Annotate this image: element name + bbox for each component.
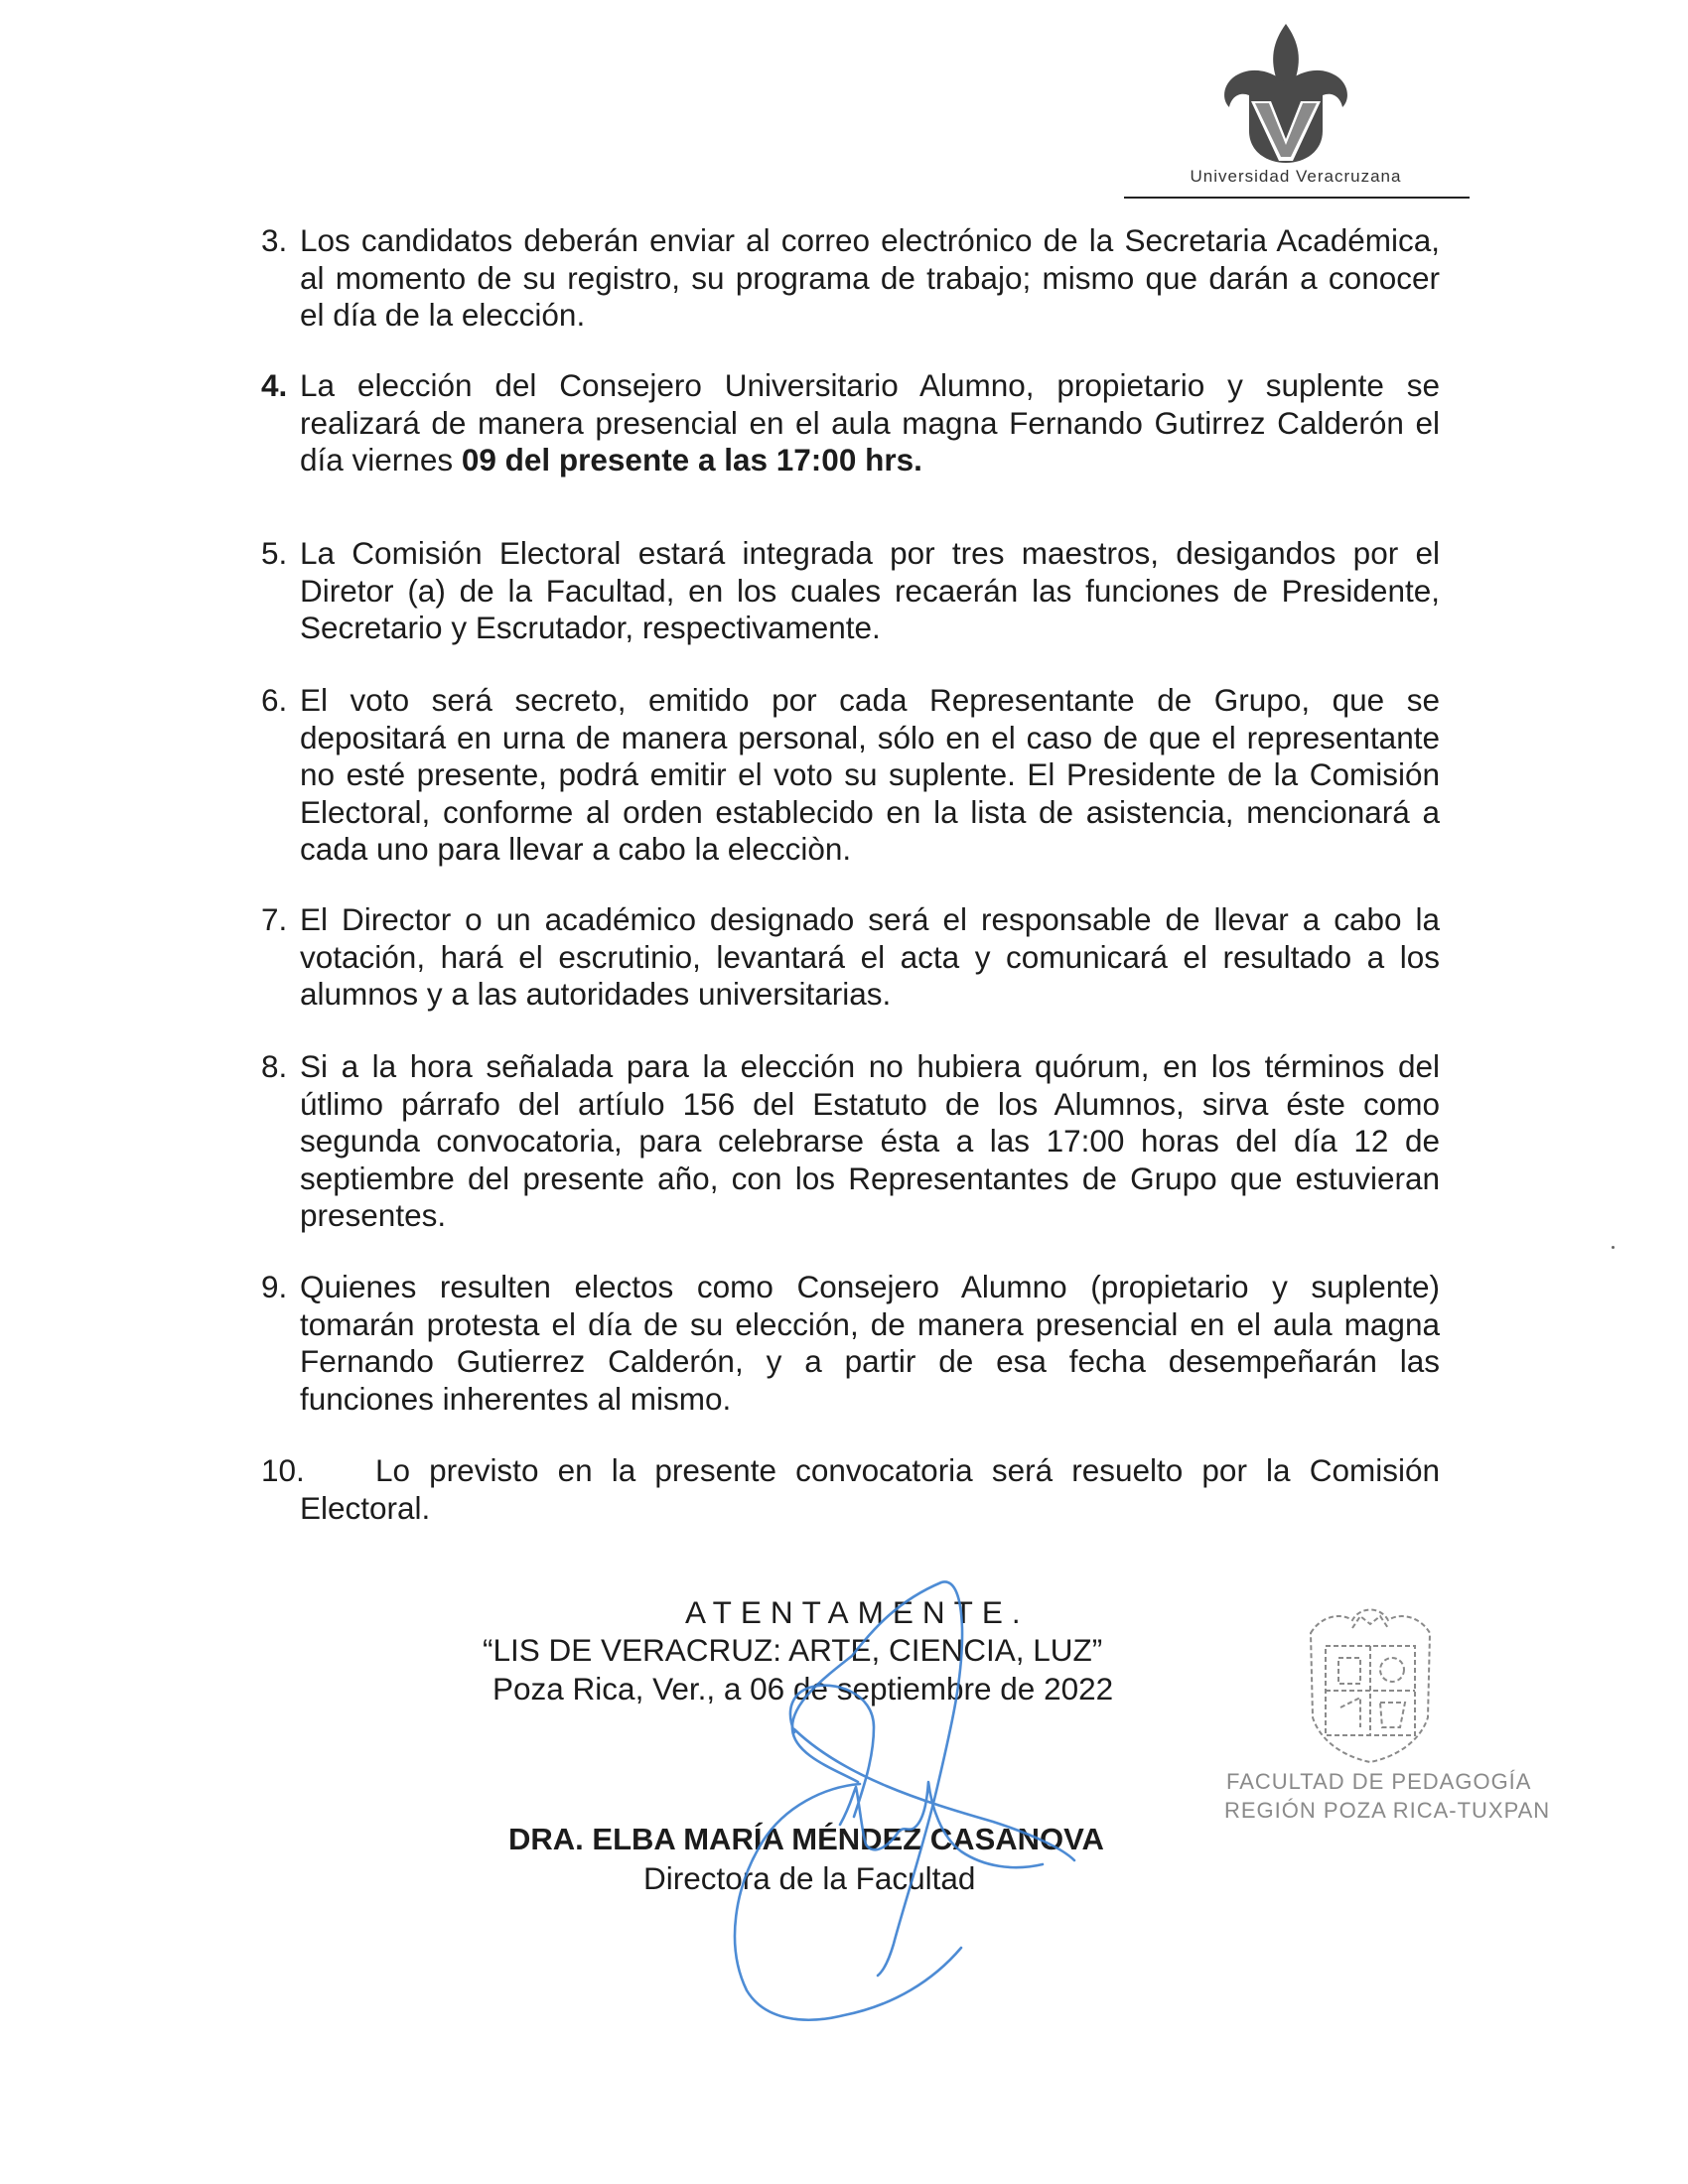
scan-speck <box>1612 1246 1615 1249</box>
item-text: Lo previsto en la presente convocatoria será resuelto por la Comisión Electoral. <box>300 1452 1440 1526</box>
item-number: 3. <box>261 222 288 258</box>
place-and-date: Poza Rica, Ver., a 06 de septiembre de 2022 <box>492 1671 1114 1706</box>
item-text-bold: 09 del presente a las 17:00 hrs. <box>461 442 922 478</box>
item-text: Los candidatos deberán enviar al correo electrónico de la Secretaria Académica, al momento de su registro, su programa de trabajo; mismo que darán a conocer el día de la elección. <box>300 222 1440 333</box>
list-item <box>261 1269 1440 1418</box>
faculty-seal-icon <box>1291 1598 1450 1767</box>
list-item <box>261 682 1440 869</box>
item-text: El Director o un académico designado será el responsable de llevar a cabo la votación, hará el escrutinio, levantará el acta y comunicará el resultado a los alumnos y a las autoridades universitarias. <box>300 901 1440 1012</box>
item-number: 4. <box>261 367 288 403</box>
closing-salutation: ATENTAMENTE. <box>685 1594 1030 1630</box>
item-text: La Comisión Electoral estará integrada por tres maestros, desigandos por el Diretor (a) de la Facultad, en los cuales recaerán las funciones de Presidente, Secretario y Escrutador, respectivamente. <box>300 535 1440 645</box>
institution-name: Universidad Veracruzana <box>1190 167 1402 186</box>
list-item <box>261 901 1440 1014</box>
item-number: 6. <box>261 682 288 718</box>
list-item <box>261 535 1440 647</box>
signer-position: Directora de la Facultad <box>643 1860 976 1896</box>
signer-name: DRA. ELBA MARÍA MÉNDEZ CASANOVA <box>508 1822 1104 1856</box>
item-number: 7. <box>261 901 288 937</box>
header-rule <box>1124 197 1470 199</box>
list-item <box>261 222 1440 335</box>
universidad-veracruzana-logo-icon <box>1221 22 1350 166</box>
item-number: 10. <box>261 1452 305 1488</box>
item-text-regular: La elección del Consejero Universitario Alumno, propietario y suplente se realizará de manera presencial en el aula magna Fernando Gutirrez Calderón el día viernes <box>300 367 1440 478</box>
stamp-text-line-1: FACULTAD DE PEDAGOGÍA <box>1226 1769 1532 1794</box>
list-item <box>261 1048 1440 1235</box>
item-text: Quienes resulten electos como Consejero Alumno (propietario y suplente) tomarán protesta el día de su elección, de manera presencial en el aula magna Fernando Gutierrez Calderón, y a partir de esa fecha desempeñarán las funciones inherentes al mismo. <box>300 1269 1440 1417</box>
item-number: 9. <box>261 1269 288 1304</box>
stamp-text-line-2: REGIÓN POZA RICA-TUXPAN <box>1224 1798 1551 1823</box>
item-number: 5. <box>261 535 288 571</box>
item-text: Si a la hora señalada para la elección no hubiera quórum, en los términos del útlimo párrafo del artíulo 156 del Estatuto de los Alumnos, sirva éste como segunda convocatoria, para celebrarse ésta a las 17:00 horas del día 12 de septiembre del presente año, con los Representantes de Grupo que estuvieran presentes. <box>300 1048 1440 1233</box>
list-item <box>261 1452 1440 1527</box>
item-number: 8. <box>261 1048 288 1084</box>
institutional-motto: “LIS DE VERACRUZ: ARTE, CIENCIA, LUZ” <box>483 1632 1103 1668</box>
list-item <box>261 367 1440 479</box>
item-text: El voto será secreto, emitido por cada Representante de Grupo, que se depositará en urna de manera personal, sólo en el caso de que el representante no esté presente, podrá emitir el voto su suplente. El Presidente de la Comisión Electoral, conforme al orden establecido en la lista de asistencia, mencionará a cada uno para llevar a cabo la elecciòn. <box>300 682 1440 867</box>
item-text <box>300 367 1440 479</box>
